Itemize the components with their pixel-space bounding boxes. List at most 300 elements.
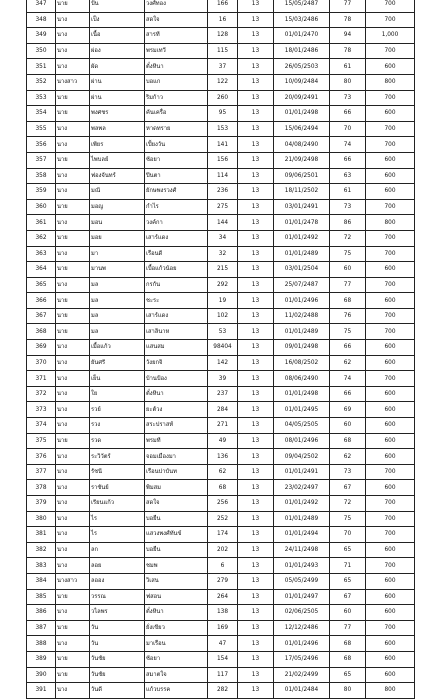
table-row — [27, 683, 415, 699]
birth-date-cell: 01/01/2497 — [274, 589, 330, 605]
row-number-cell: 371 — [27, 371, 56, 387]
first-name-cell: มอย — [90, 230, 145, 246]
table-row — [27, 542, 415, 558]
row-number-cell: 377 — [27, 464, 56, 480]
village-number-cell: 13 — [238, 90, 274, 106]
allowance-amount-cell: 700 — [366, 0, 415, 12]
house-number-cell: 47 — [208, 636, 238, 652]
birth-date-cell: 02/06/2505 — [274, 605, 330, 621]
birth-date-cell: 04/08/2490 — [274, 137, 330, 153]
table-row — [27, 168, 415, 184]
name-prefix-cell: นาย — [56, 152, 90, 168]
house-number-cell: 19 — [208, 293, 238, 309]
table-row — [27, 12, 415, 28]
name-prefix-cell: นาง — [56, 121, 90, 137]
allowance-amount-cell: 600 — [366, 168, 415, 184]
table-row — [27, 464, 415, 480]
table-row — [27, 262, 415, 278]
allowance-amount-cell: 600 — [366, 433, 415, 449]
village-number-cell: 13 — [238, 480, 274, 496]
village-number-cell: 13 — [238, 683, 274, 699]
village-number-cell: 13 — [238, 402, 274, 418]
age-cell: 78 — [330, 12, 366, 28]
row-number-cell: 384 — [27, 573, 56, 589]
house-number-cell: 49 — [208, 433, 238, 449]
name-prefix-cell: นาย — [56, 667, 90, 683]
first-name-cell: วันชัย — [90, 651, 145, 667]
allowance-amount-cell: 600 — [366, 262, 415, 278]
last-name-cell: วงศ์ทอง — [145, 0, 208, 12]
last-name-cell: วิเสน — [145, 573, 208, 589]
table-row — [27, 449, 415, 465]
birth-date-cell: 15/06/2494 — [274, 121, 330, 137]
age-cell: 75 — [330, 246, 366, 262]
name-prefix-cell: นาง — [56, 215, 90, 231]
house-number-cell: 142 — [208, 355, 238, 371]
village-number-cell: 13 — [238, 620, 274, 636]
age-cell: 68 — [330, 433, 366, 449]
allowance-amount-cell: 800 — [366, 683, 415, 699]
allowance-amount-cell: 600 — [366, 480, 415, 496]
name-prefix-cell: นาง — [56, 496, 90, 512]
first-name-cell: มล — [90, 277, 145, 293]
village-number-cell: 13 — [238, 496, 274, 512]
birth-date-cell: 23/02/2497 — [274, 480, 330, 496]
first-name-cell: มอญ — [90, 199, 145, 215]
house-number-cell: 154 — [208, 651, 238, 667]
house-number-cell: 34 — [208, 230, 238, 246]
row-number-cell: 359 — [27, 184, 56, 200]
first-name-cell: มล — [90, 324, 145, 340]
table-row — [27, 433, 415, 449]
house-number-cell: 215 — [208, 262, 238, 278]
name-prefix-cell: นาง — [56, 527, 90, 543]
last-name-cell: เบื้อแก้วน้อย — [145, 262, 208, 278]
row-number-cell: 373 — [27, 402, 56, 418]
last-name-cell: คันเครื่อ — [145, 106, 208, 122]
table-row — [27, 293, 415, 309]
name-prefix-cell: นาย — [56, 433, 90, 449]
row-number-cell: 368 — [27, 324, 56, 340]
last-name-cell: หาดทราย — [145, 121, 208, 137]
birth-date-cell: 01/01/2493 — [274, 558, 330, 574]
age-cell: 73 — [330, 199, 366, 215]
row-number-cell: 362 — [27, 230, 56, 246]
village-number-cell: 13 — [238, 651, 274, 667]
first-name-cell: วัน — [90, 620, 145, 636]
table-row — [27, 573, 415, 589]
last-name-cell: มาเรือน — [145, 636, 208, 652]
house-number-cell: 174 — [208, 527, 238, 543]
birth-date-cell: 01/01/2496 — [274, 293, 330, 309]
last-name-cell: กรกัน — [145, 277, 208, 293]
house-number-cell: 292 — [208, 277, 238, 293]
last-name-cell: พรมที — [145, 433, 208, 449]
house-number-cell: 136 — [208, 449, 238, 465]
allowance-amount-cell: 600 — [366, 355, 415, 371]
table-row — [27, 558, 415, 574]
village-number-cell: 13 — [238, 230, 274, 246]
allowance-amount-cell: 600 — [366, 542, 415, 558]
village-number-cell: 13 — [238, 308, 274, 324]
age-cell: 65 — [330, 542, 366, 558]
birth-date-cell: 01/01/2496 — [274, 636, 330, 652]
row-number-cell: 366 — [27, 293, 56, 309]
name-prefix-cell: นางสาว — [56, 74, 90, 90]
last-name-cell: ปีนตา — [145, 168, 208, 184]
village-number-cell: 13 — [238, 246, 274, 262]
age-cell: 94 — [330, 28, 366, 44]
name-prefix-cell: นาย — [56, 651, 90, 667]
row-number-cell: 374 — [27, 418, 56, 434]
name-prefix-cell: นาง — [56, 386, 90, 402]
first-name-cell: ราชันย์ — [90, 480, 145, 496]
age-cell: 66 — [330, 106, 366, 122]
row-number-cell: 352 — [27, 74, 56, 90]
village-number-cell: 13 — [238, 558, 274, 574]
allowance-amount-cell: 700 — [366, 527, 415, 543]
birth-date-cell: 16/08/2502 — [274, 355, 330, 371]
first-name-cell: เย็น — [90, 371, 145, 387]
house-number-cell: 16 — [208, 12, 238, 28]
age-cell: 78 — [330, 43, 366, 59]
first-name-cell: เมื้อแก้ว — [90, 340, 145, 356]
village-number-cell: 13 — [238, 324, 274, 340]
last-name-cell: ซ้อยา — [145, 152, 208, 168]
first-name-cell: เพียร — [90, 137, 145, 153]
row-number-cell: 370 — [27, 355, 56, 371]
table-row — [27, 230, 415, 246]
last-name-cell: วังยกจิ — [145, 355, 208, 371]
table-row — [27, 74, 415, 90]
house-number-cell: 98404 — [208, 340, 238, 356]
table-row — [27, 620, 415, 636]
last-name-cell: ยะต้วง — [145, 402, 208, 418]
house-number-cell: 144 — [208, 215, 238, 231]
row-number-cell: 382 — [27, 542, 56, 558]
birth-date-cell: 15/05/2487 — [274, 0, 330, 12]
row-number-cell: 354 — [27, 106, 56, 122]
allowance-amount-cell: 700 — [366, 496, 415, 512]
row-number-cell: 387 — [27, 620, 56, 636]
last-name-cell: เสาร์แดง — [145, 308, 208, 324]
first-name-cell: ไพบลย์ — [90, 152, 145, 168]
name-prefix-cell: นาย — [56, 199, 90, 215]
name-prefix-cell: นาง — [56, 246, 90, 262]
village-number-cell: 13 — [238, 386, 274, 402]
village-number-cell: 13 — [238, 28, 274, 44]
table-row — [27, 418, 415, 434]
allowance-amount-cell: 600 — [366, 605, 415, 621]
birth-date-cell: 01/01/2498 — [274, 106, 330, 122]
house-number-cell: 237 — [208, 386, 238, 402]
allowance-amount-cell: 700 — [366, 558, 415, 574]
village-number-cell: 13 — [238, 464, 274, 480]
village-number-cell: 13 — [238, 59, 274, 75]
first-name-cell: รวด — [90, 433, 145, 449]
village-number-cell: 13 — [238, 74, 274, 90]
house-number-cell: 153 — [208, 121, 238, 137]
birth-date-cell: 01/01/2489 — [274, 324, 330, 340]
allowance-amount-cell: 700 — [366, 121, 415, 137]
house-number-cell: 260 — [208, 90, 238, 106]
row-number-cell: 390 — [27, 667, 56, 683]
first-name-cell: ฟองจันทร์ — [90, 168, 145, 184]
house-number-cell: 284 — [208, 402, 238, 418]
name-prefix-cell: นาง — [56, 464, 90, 480]
table-row — [27, 277, 415, 293]
allowance-amount-cell: 700 — [366, 230, 415, 246]
last-name-cell: จอมเมืองมา — [145, 449, 208, 465]
allowance-amount-cell: 800 — [366, 215, 415, 231]
name-prefix-cell: นาย — [56, 106, 90, 122]
village-number-cell: 13 — [238, 137, 274, 153]
allowance-amount-cell: 600 — [366, 340, 415, 356]
first-name-cell: ลออง — [90, 573, 145, 589]
first-name-cell: เรียนแก้ว — [90, 496, 145, 512]
first-name-cell: มานพ — [90, 262, 145, 278]
age-cell: 69 — [330, 402, 366, 418]
table-row — [27, 402, 415, 418]
allowance-amount-cell: 700 — [366, 277, 415, 293]
last-name-cell: เรือนดี — [145, 246, 208, 262]
allowance-amount-cell: 600 — [366, 418, 415, 434]
village-number-cell: 13 — [238, 168, 274, 184]
first-name-cell: เนื้อ — [90, 28, 145, 44]
first-name-cell: ยันศรี — [90, 355, 145, 371]
table-row — [27, 340, 415, 356]
last-name-cell: กำไร — [145, 199, 208, 215]
row-number-cell: 389 — [27, 651, 56, 667]
village-number-cell: 13 — [238, 106, 274, 122]
age-cell: 60 — [330, 262, 366, 278]
age-cell: 71 — [330, 558, 366, 574]
house-number-cell: 39 — [208, 371, 238, 387]
birth-date-cell: 01/01/2494 — [274, 527, 330, 543]
age-cell: 75 — [330, 324, 366, 340]
row-number-cell: 358 — [27, 168, 56, 184]
allowance-amount-cell: 600 — [366, 651, 415, 667]
village-number-cell: 13 — [238, 667, 274, 683]
birth-date-cell: 26/05/2503 — [274, 59, 330, 75]
name-prefix-cell: นาง — [56, 636, 90, 652]
birth-date-cell: 21/09/2498 — [274, 152, 330, 168]
last-name-cell: บอยืน — [145, 542, 208, 558]
birth-date-cell: 18/01/2486 — [274, 43, 330, 59]
row-number-cell: 378 — [27, 480, 56, 496]
birth-date-cell: 17/05/2496 — [274, 651, 330, 667]
age-cell: 70 — [330, 121, 366, 137]
village-number-cell: 13 — [238, 215, 274, 231]
age-cell: 67 — [330, 589, 366, 605]
birth-date-cell: 08/06/2490 — [274, 371, 330, 387]
name-prefix-cell: นาย — [56, 324, 90, 340]
first-name-cell: พลพล — [90, 121, 145, 137]
last-name-cell: เสาร์แดง — [145, 230, 208, 246]
last-name-cell: สดใจ — [145, 496, 208, 512]
last-name-cell: เปี้ยงวัน — [145, 137, 208, 153]
village-number-cell: 13 — [238, 121, 274, 137]
table-row — [27, 246, 415, 262]
age-cell: 80 — [330, 683, 366, 699]
house-number-cell: 32 — [208, 246, 238, 262]
allowance-amount-cell: 700 — [366, 308, 415, 324]
house-number-cell: 117 — [208, 667, 238, 683]
age-cell: 66 — [330, 386, 366, 402]
village-number-cell: 13 — [238, 573, 274, 589]
age-cell: 65 — [330, 667, 366, 683]
allowance-amount-cell: 700 — [366, 12, 415, 28]
village-number-cell: 13 — [238, 262, 274, 278]
village-number-cell: 13 — [238, 542, 274, 558]
birth-date-cell: 01/01/2498 — [274, 386, 330, 402]
allowance-amount-cell: 600 — [366, 152, 415, 168]
name-prefix-cell: นาย — [56, 620, 90, 636]
allowance-amount-cell: 700 — [366, 199, 415, 215]
village-number-cell: 13 — [238, 418, 274, 434]
name-prefix-cell: นาง — [56, 43, 90, 59]
age-cell: 60 — [330, 605, 366, 621]
table-row — [27, 308, 415, 324]
table-row — [27, 199, 415, 215]
table-row — [27, 184, 415, 200]
name-prefix-cell: นาง — [56, 137, 90, 153]
village-number-cell: 13 — [238, 449, 274, 465]
name-prefix-cell: นาง — [56, 542, 90, 558]
name-prefix-cell: นาง — [56, 480, 90, 496]
age-cell: 72 — [330, 496, 366, 512]
age-cell: 76 — [330, 308, 366, 324]
first-name-cell: ระวิวัตร์ — [90, 449, 145, 465]
table-row — [27, 43, 415, 59]
last-name-cell: วงค์กา — [145, 215, 208, 231]
house-number-cell: 156 — [208, 152, 238, 168]
table-row — [27, 511, 415, 527]
house-number-cell: 256 — [208, 496, 238, 512]
first-name-cell: วไลพร — [90, 605, 145, 621]
allowance-amount-cell: 700 — [366, 371, 415, 387]
table-row — [27, 28, 415, 44]
age-cell: 61 — [330, 184, 366, 200]
house-number-cell: 122 — [208, 74, 238, 90]
house-number-cell: 6 — [208, 558, 238, 574]
first-name-cell: ใย — [90, 386, 145, 402]
allowance-amount-cell: 600 — [366, 293, 415, 309]
birth-date-cell: 09/04/2502 — [274, 449, 330, 465]
village-number-cell: 13 — [238, 184, 274, 200]
age-cell: 74 — [330, 371, 366, 387]
table-row — [27, 386, 415, 402]
name-prefix-cell: นาง — [56, 184, 90, 200]
first-name-cell: มา — [90, 246, 145, 262]
row-number-cell: 356 — [27, 137, 56, 153]
village-number-cell: 13 — [238, 527, 274, 543]
last-name-cell: ชะระ — [145, 293, 208, 309]
row-number-cell: 364 — [27, 262, 56, 278]
table-row — [27, 121, 415, 137]
row-number-cell: 357 — [27, 152, 56, 168]
village-number-cell: 13 — [238, 43, 274, 59]
house-number-cell: 114 — [208, 168, 238, 184]
row-number-cell: 386 — [27, 605, 56, 621]
row-number-cell: 385 — [27, 589, 56, 605]
allowance-amount-cell: 600 — [366, 59, 415, 75]
age-cell: 65 — [330, 573, 366, 589]
row-number-cell: 363 — [27, 246, 56, 262]
row-number-cell: 350 — [27, 43, 56, 59]
house-number-cell: 138 — [208, 605, 238, 621]
row-number-cell: 355 — [27, 121, 56, 137]
allowance-amount-cell: 600 — [366, 106, 415, 122]
age-cell: 80 — [330, 74, 366, 90]
birth-date-cell: 01/01/2489 — [274, 246, 330, 262]
age-cell: 72 — [330, 230, 366, 246]
row-number-cell: 372 — [27, 386, 56, 402]
table-row — [27, 636, 415, 652]
table-body — [27, 0, 415, 698]
table-row — [27, 527, 415, 543]
first-name-cell: ผ่อง — [90, 43, 145, 59]
birth-date-cell: 03/01/2491 — [274, 199, 330, 215]
name-prefix-cell: นาง — [56, 355, 90, 371]
allowance-amount-cell: 600 — [366, 667, 415, 683]
house-number-cell: 166 — [208, 0, 238, 12]
birth-date-cell: 01/01/2478 — [274, 215, 330, 231]
age-cell: 77 — [330, 620, 366, 636]
allowance-amount-cell: 600 — [366, 573, 415, 589]
last-name-cell: แสวงพงศ์ทันข์ — [145, 527, 208, 543]
birth-date-cell: 24/11/2498 — [274, 542, 330, 558]
last-name-cell: เรือนปาบันท — [145, 464, 208, 480]
age-cell: 77 — [330, 277, 366, 293]
first-name-cell: รวย์ — [90, 402, 145, 418]
last-name-cell: ตั๋งหินา — [145, 59, 208, 75]
age-cell: 70 — [330, 527, 366, 543]
age-cell: 74 — [330, 137, 366, 153]
last-name-cell: ยั่งเขียว — [145, 620, 208, 636]
house-number-cell: 95 — [208, 106, 238, 122]
age-cell: 73 — [330, 464, 366, 480]
first-name-cell: วันชัย — [90, 667, 145, 683]
age-cell: 77 — [330, 0, 366, 12]
row-number-cell: 351 — [27, 59, 56, 75]
first-name-cell: พงศชร — [90, 106, 145, 122]
first-name-cell: ผ่าน — [90, 74, 145, 90]
house-number-cell: 62 — [208, 464, 238, 480]
birth-date-cell: 04/05/2505 — [274, 418, 330, 434]
house-number-cell: 252 — [208, 511, 238, 527]
age-cell: 63 — [330, 168, 366, 184]
village-number-cell: 13 — [238, 355, 274, 371]
last-name-cell: ตั๋งหินา — [145, 386, 208, 402]
first-name-cell: ไร — [90, 527, 145, 543]
age-cell: 62 — [330, 355, 366, 371]
row-number-cell: 365 — [27, 277, 56, 293]
house-number-cell: 202 — [208, 542, 238, 558]
last-name-cell: แก้วบรรค — [145, 683, 208, 699]
table-row — [27, 667, 415, 683]
house-number-cell: 282 — [208, 683, 238, 699]
age-cell: 66 — [330, 152, 366, 168]
first-name-cell: ผัด — [90, 59, 145, 75]
name-prefix-cell: นาง — [56, 402, 90, 418]
last-name-cell: สารที — [145, 28, 208, 44]
birth-date-cell: 01/01/2489 — [274, 511, 330, 527]
name-prefix-cell: นาง — [56, 558, 90, 574]
house-number-cell: 141 — [208, 137, 238, 153]
house-number-cell: 169 — [208, 620, 238, 636]
age-cell: 66 — [330, 340, 366, 356]
